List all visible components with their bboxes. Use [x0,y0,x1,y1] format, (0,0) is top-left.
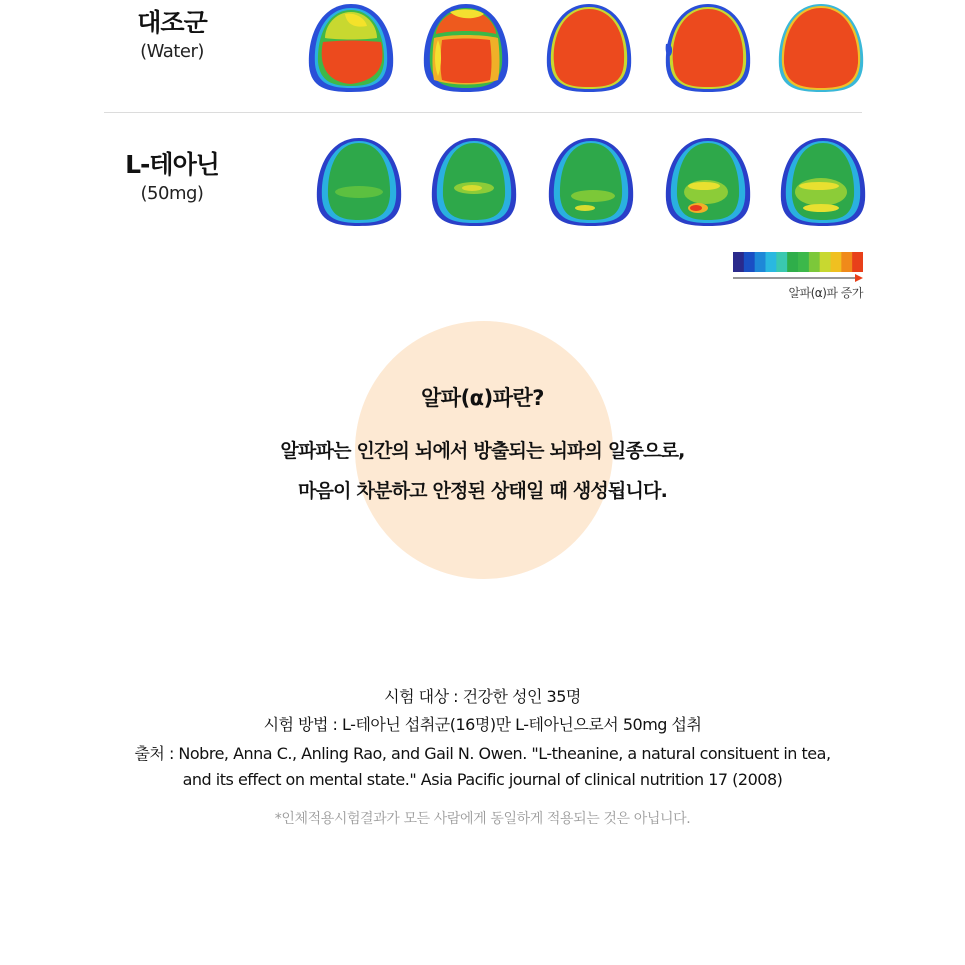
scale-swatch [733,252,744,272]
control-brain-maps [305,0,865,100]
theanine-group-name: L-테아닌 [125,150,219,179]
scale-swatch [831,252,842,272]
control-group-sub: (Water) [140,41,204,62]
scale-swatch [852,252,863,272]
brain-map-control-1 [305,0,397,96]
brain-map-control-3 [543,0,635,96]
alpha-title: 알파(α)파란? [421,386,544,410]
brain-map-control-5 [775,0,867,96]
brain-map-theanine-3 [545,134,637,230]
brain-map-theanine-4 [662,134,754,230]
control-group-label [104,8,240,64]
group-divider [104,112,862,113]
increase-arrow-icon [733,274,863,282]
theanine-group-sub: (50mg) [140,183,204,204]
brain-map-theanine-5 [777,134,869,230]
study-source-line-2: and its effect on mental state." Asia Pacific journal of clinical nutrition 17 (2008) [182,770,783,789]
brain-map-theanine-2 [428,134,520,230]
alpha-description-line-2: 마음이 차분하고 안정된 상태일 때 생성됩니다. [297,480,668,502]
brain-map-theanine-1 [313,134,405,230]
color-gradient-bar [733,252,863,272]
alpha-description-line-1: 알파파는 인간의 뇌에서 방출되는 뇌파의 일종으로, [280,440,685,462]
study-method: 시험 방법 : L-테아닌 섭취군(16명)만 L-테아닌으로서 50mg 섭취 [263,715,702,734]
scale-swatch [776,252,787,272]
scale-swatch [809,252,820,272]
scale-swatch [766,252,777,272]
theanine-brain-maps [305,134,865,234]
theanine-group-label [104,150,240,206]
control-group-name: 대조군 [137,8,207,37]
disclaimer-note: *인체적용시험결과가 모든 사람에게 동일하게 적용되는 것은 아닙니다. [274,811,691,827]
scale-swatch [744,252,755,272]
alpha-color-scale [733,252,863,301]
scale-swatch [787,252,798,272]
scale-label: 알파(α)파 증가 [788,286,863,300]
brain-map-control-4 [662,0,754,96]
scale-swatch [798,252,809,272]
study-subject: 시험 대상 : 건강한 성인 35명 [384,687,581,706]
scale-swatch [841,252,852,272]
brain-map-control-2 [420,0,512,96]
scale-swatch [755,252,766,272]
scale-swatch [820,252,831,272]
study-source-line-1: 출처 : Nobre, Anna C., Anling Rao, and Gail N. Owen. "L-theanine, a natural consituent in tea, [134,744,831,763]
